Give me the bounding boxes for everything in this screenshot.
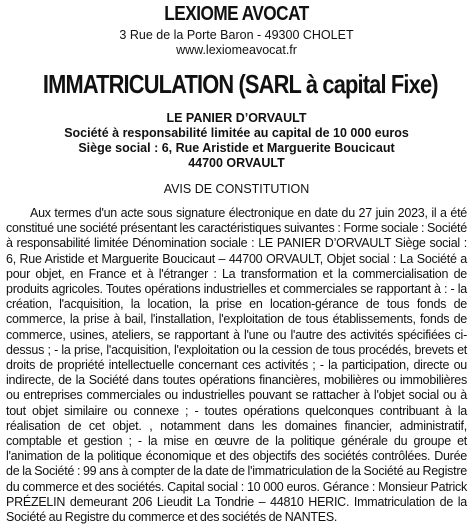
company-head-office: Siège social : 6, Rue Aristide et Marguerite Boucicaut [78,141,395,155]
notice-body: Aux termes d'un acte sous signature électronique en date du 27 juin 2023, il a été constitué une société présentant les caractéristiques suivantes : Forme sociale : Société à responsabilité limitée Dénomination sociale : LE PANIER D’ORVAULT Siège social : 6, Rue Aristide et Marguerite Boucicaut – 44700 ORVAULT, Objet social : La Société a pour objet, en France et à l'étranger : La transformation et la commercialisation de produits agricoles. Toutes opérations industrielles et commerciales se rapportant à : - la création, l'acquisition, la location, la prise en location-gérance de tous fonds de commerce, la prise à bail, l'installation, l'exploitation de tous établissements, fonds de commerce, usines, ateliers, se rapportant à l'une ou l'autre des activités spécifiées ci-dessus ; - la prise, l'acquisition, l'exploitation ou la cession de tous procédés, brevets et droits de propriété intellectuelle concernant ces activités ; - la participation, directe ou indirecte, de la Société dans toutes opérations financières, mobilières ou immobilières ou entreprises commerciales ou industrielles pouvant se rattacher à l'objet social ou à tout objet similaire ou connexe ; - toutes opérations quelconques contribuant à la réalisation de cet objet. , notamment dans les domaines financier, administratif, comptable et gestion ; - la mise en œuvre de la politique générale du groupe et l'animation de la politique économique et des objectifs des sociétés contrôlées. Durée de la Société : 99 ans à compter de la date de l'immatriculation de la Société au Registre du commerce et des sociétés. Capital social : 10 000 euros. Gérance : Monsieur Patrick PRÉZELIN demeurant 206 Lieudit La Tondrie – 44810 HERIC. Immatriculation de la Société au Registre du commerce et des sociétés de NANTES. [6,206,467,525]
notice-title: IMMATRICULATION (SARL à capital Fixe) [42,69,438,99]
company-legal-form: Société à responsabilité limitée au capital de 10 000 euros [64,126,409,140]
firm-address: 3 Rue de la Porte Baron - 49300 CHOLET [119,28,354,42]
firm-name: LEXIOME AVOCAT [164,3,309,25]
company-postal-city: 44700 ORVAULT [188,156,285,170]
company-block [6,111,467,171]
section-title: AVIS DE CONSTITUTION [163,182,310,196]
company-name: LE PANIER D’ORVAULT [166,111,307,125]
firm-website: www.lexiomeavocat.fr [176,43,297,57]
